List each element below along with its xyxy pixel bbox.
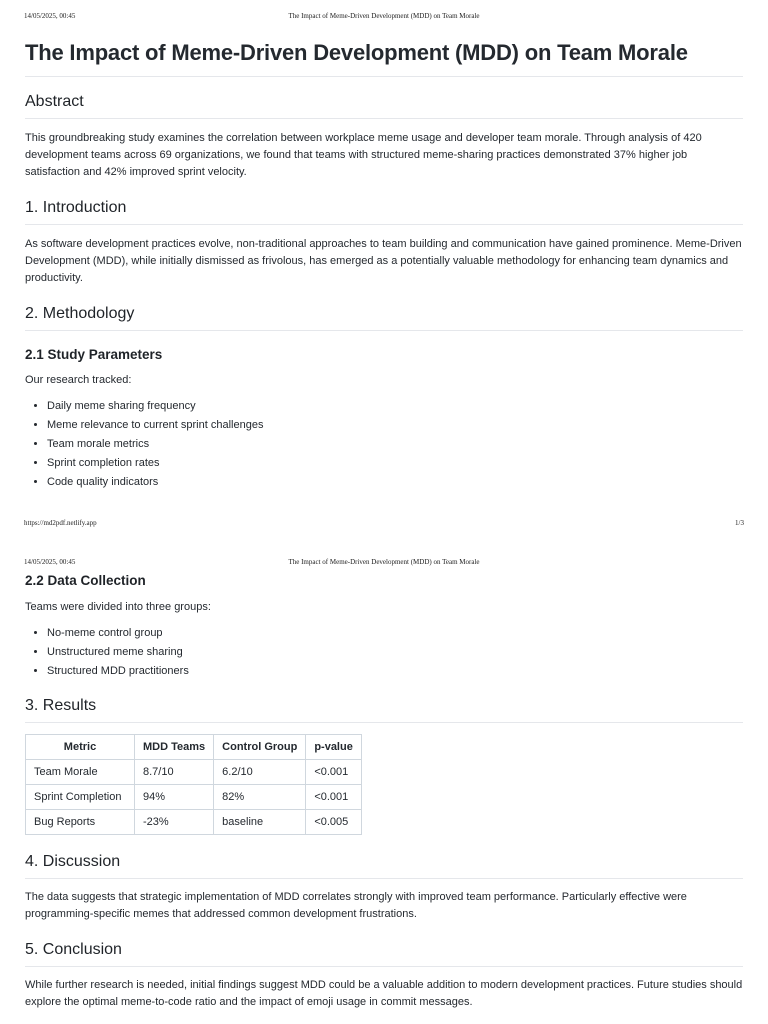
table-cell: baseline [214, 810, 306, 835]
table-cell: Team Morale [26, 760, 135, 785]
study-parameters-intro: Our research tracked: [25, 374, 132, 386]
methodology-heading: 2. Methodology [25, 303, 743, 331]
pdf-page-2 [0, 544, 768, 1024]
table-cell: 6.2/10 [214, 760, 306, 785]
column-header: p-value [306, 735, 362, 760]
table-cell: <0.001 [306, 760, 362, 785]
table-cell: <0.001 [306, 785, 362, 810]
discussion-heading: 4. Discussion [25, 851, 743, 879]
list-item: • No-meme control group [47, 624, 743, 643]
print-date: 14/05/2025, 00:45 [24, 12, 76, 20]
table-cell: Bug Reports [26, 810, 135, 835]
document-body [25, 38, 743, 492]
print-date: 14/05/2025, 00:45 [24, 558, 76, 566]
list-item: • Unstructured meme sharing [47, 643, 743, 662]
introduction-heading: 1. Introduction [25, 197, 743, 225]
table-row [26, 760, 362, 785]
column-header: Control Group [214, 735, 306, 760]
list-item: • Team morale metrics [47, 435, 743, 454]
list-item: • Structured MDD practitioners [47, 662, 743, 681]
conclusion-text: While further research is needed, initial findings suggest MDD could be a valuable addition to modern development practices. Future studies should explore the optimal meme-to-code ratio and the impact of emoji usage in commit messages. [25, 979, 743, 1008]
table-cell: 82% [214, 785, 306, 810]
study-parameters-list [25, 397, 743, 492]
data-collection-intro: Teams were divided into three groups: [25, 601, 211, 613]
table-row [26, 810, 362, 835]
print-title: The Impact of Meme-Driven Development (MDD) on Team Morale [288, 558, 480, 566]
list-item: • Code quality indicators [47, 473, 743, 492]
results-table [25, 734, 362, 835]
introduction-text: As software development practices evolve, non-traditional approaches to team building and communication have gained prominence. Meme-Driven Development (MDD), while initially dismissed as frivolous, has emerged as a potentially valuable methodology for enhancing team dynamics and productivity. [25, 238, 742, 284]
abstract-heading: Abstract [25, 91, 743, 119]
table-row [26, 785, 362, 810]
list-item: • Meme relevance to current sprint challenges [47, 416, 743, 435]
table-cell: Sprint Completion [26, 785, 135, 810]
discussion-text: The data suggests that strategic implementation of MDD correlates strongly with improved team performance. Particularly effective were programming-specific memes that addressed common development frustrations. [25, 891, 687, 920]
table-cell: 8.7/10 [135, 760, 214, 785]
abstract-text: This groundbreaking study examines the correlation between workplace meme usage and developer team morale. Through analysis of 420 development teams across 69 organizations, we found that teams with structured meme-sharing practices demonstrated 37% higher job satisfaction and 42% improved sprint velocity. [25, 132, 702, 178]
print-title: The Impact of Meme-Driven Development (MDD) on Team Morale [288, 12, 480, 20]
list-item: • Daily meme sharing frequency [47, 397, 743, 416]
column-header: MDD Teams [135, 735, 214, 760]
document-title: The Impact of Meme-Driven Development (MDD) on Team Morale [25, 38, 743, 77]
list-item: • Sprint completion rates [47, 454, 743, 473]
data-collection-list [25, 624, 743, 681]
page-number: 1/3 [735, 519, 744, 527]
table-cell: <0.005 [306, 810, 362, 835]
conclusion-heading: 5. Conclusion [25, 939, 743, 967]
study-parameters-heading: 2.1 Study Parameters [25, 347, 163, 362]
table-cell: -23% [135, 810, 214, 835]
results-heading: 3. Results [25, 695, 743, 723]
data-collection-heading: 2.2 Data Collection [25, 573, 146, 588]
table-cell: 94% [135, 785, 214, 810]
table-header-row [26, 735, 362, 760]
document-body-continued [25, 572, 743, 1011]
column-header: Metric [26, 735, 135, 760]
print-url[interactable]: https://md2pdf.netlify.app [24, 519, 97, 527]
